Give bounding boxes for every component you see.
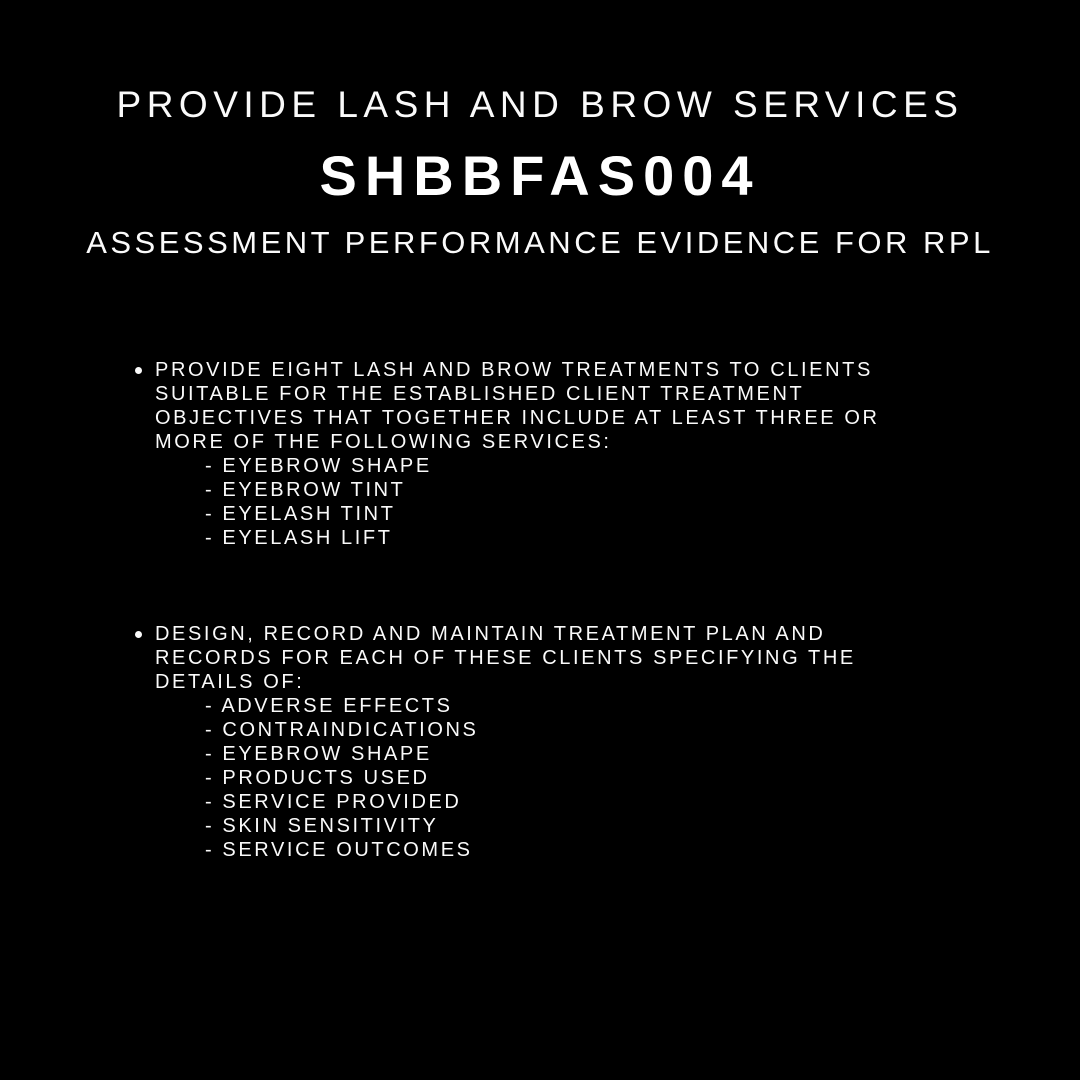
sub-item: - SERVICE OUTCOMES [205, 839, 473, 861]
bullet-dot-icon [135, 631, 142, 638]
bullet-line: DESIGN, RECORD AND MAINTAIN TREATMENT PLAN AND [155, 623, 826, 645]
bullet-line: PROVIDE EIGHT LASH AND BROW TREATMENTS TO CLIENTS [155, 359, 873, 381]
bullet-text-block [155, 622, 856, 862]
sub-item: - EYELASH TINT [205, 503, 396, 525]
sub-item: - EYEBROW SHAPE [205, 743, 432, 765]
sub-item: - EYEBROW SHAPE [205, 455, 432, 477]
assessment-requirements-list [135, 358, 1040, 862]
bullet-line: OBJECTIVES THAT TOGETHER INCLUDE AT LEAST THREE OR [155, 407, 880, 429]
sub-item: - CONTRAINDICATIONS [205, 719, 479, 741]
page-title: PROVIDE LASH AND BROW SERVICES [116, 84, 964, 125]
bullet-item-records [135, 622, 1040, 862]
bullet-dot-icon [135, 367, 142, 374]
page-subtitle: ASSESSMENT PERFORMANCE EVIDENCE FOR RPL [86, 225, 994, 260]
bullet-item-treatments [135, 358, 1040, 550]
unit-code: SHBBFAS004 [319, 144, 761, 207]
bullet-line: DETAILS OF: [155, 671, 305, 693]
bullet-line: SUITABLE FOR THE ESTABLISHED CLIENT TREATMENT [155, 383, 805, 405]
bullet-line: RECORDS FOR EACH OF THESE CLIENTS SPECIFYING THE [155, 647, 856, 669]
sub-item: - PRODUCTS USED [205, 767, 430, 789]
sub-item: - EYELASH LIFT [205, 527, 393, 549]
sub-item: - SKIN SENSITIVITY [205, 815, 439, 837]
bullet-text-block [155, 358, 880, 550]
bullet-line: MORE OF THE FOLLOWING SERVICES: [155, 431, 612, 453]
sub-item: - ADVERSE EFFECTS [205, 695, 453, 717]
sub-item: - EYEBROW TINT [205, 479, 406, 501]
sub-item: - SERVICE PROVIDED [205, 791, 462, 813]
